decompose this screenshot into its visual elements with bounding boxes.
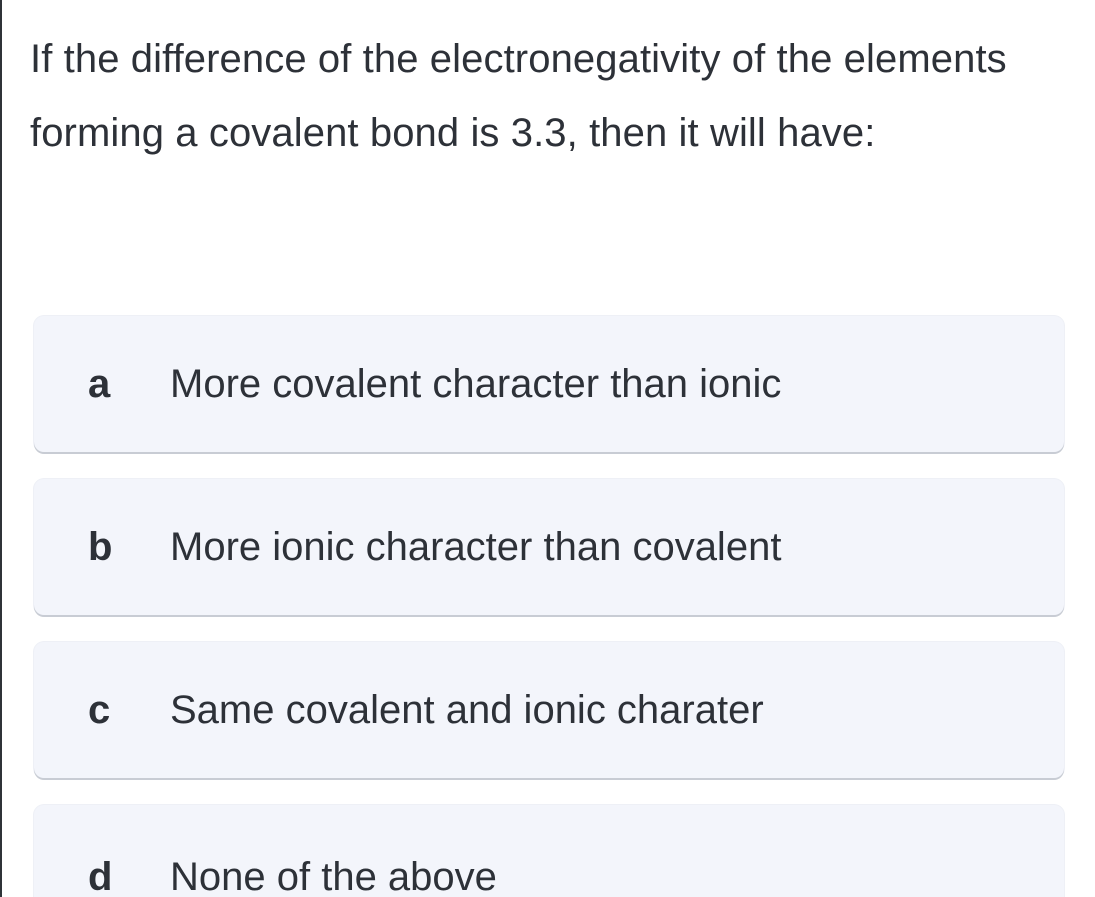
option-d[interactable]: [34, 805, 1064, 897]
left-edge-divider: [0, 0, 2, 897]
option-letter: c: [88, 688, 111, 732]
option-label: More ionic character than covalent: [170, 525, 782, 569]
option-label: Same covalent and ionic charater: [170, 688, 764, 732]
option-c[interactable]: [34, 642, 1064, 778]
question-text: If the difference of the electronegativity of the elements forming a covalent bond is 3.3, then it will have:: [30, 37, 1007, 155]
option-label: More covalent character than ionic: [170, 362, 782, 406]
option-b[interactable]: [34, 479, 1064, 615]
option-a[interactable]: [34, 316, 1064, 452]
answer-options: [34, 316, 1064, 897]
option-letter: a: [88, 362, 111, 406]
option-label: None of the above: [170, 855, 497, 897]
option-letter: d: [88, 855, 113, 897]
option-letter: b: [88, 525, 113, 569]
